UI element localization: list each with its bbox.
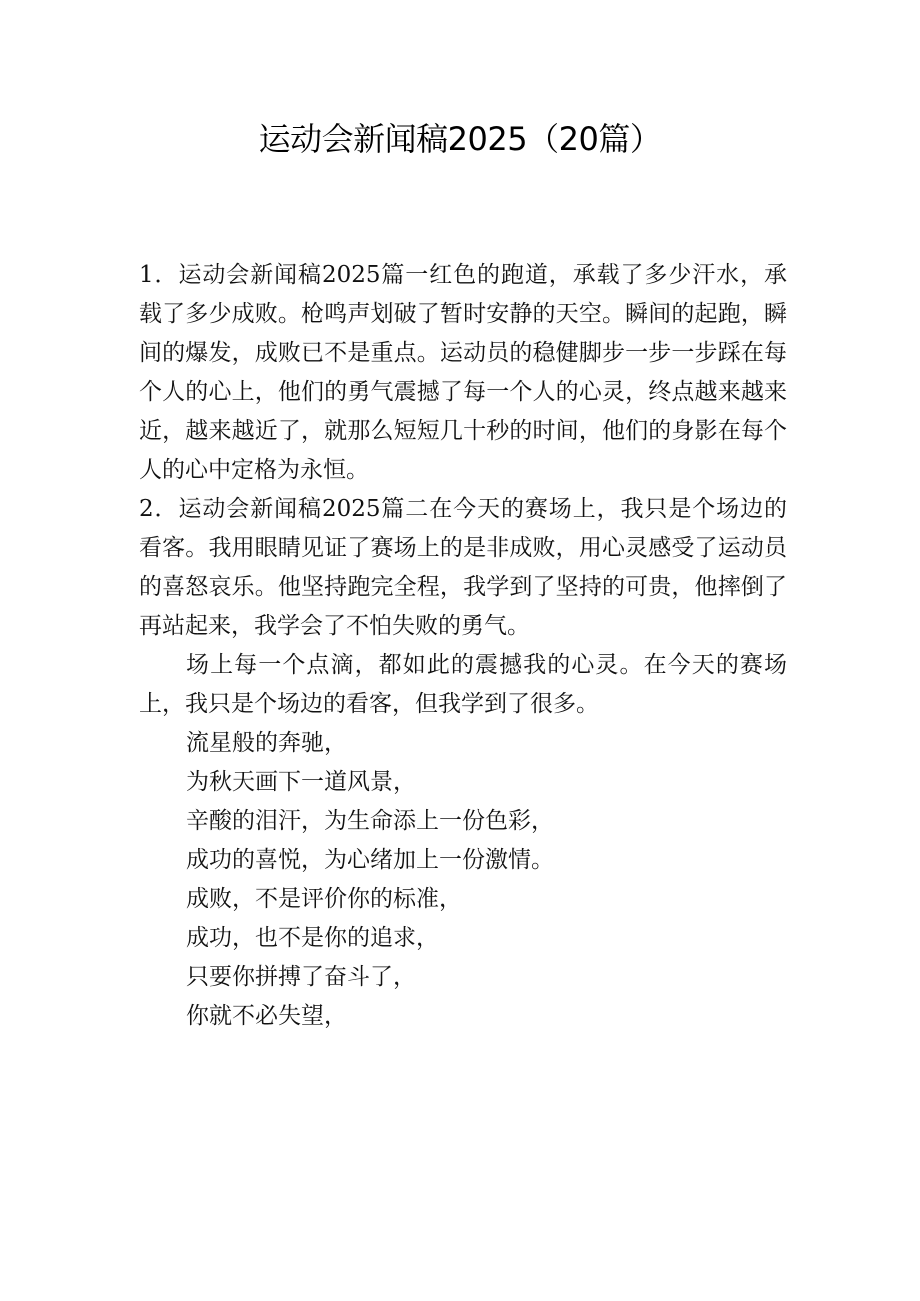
verse-line-8: 你就不必失望， [186,1003,347,1029]
document-title: 运动会新闻稿2025（20篇） [258,120,662,158]
verse-line-5: 成败，不是评价你的标准， [186,886,462,912]
paragraph-3: 场上每一个点滴，都如此的震撼我的心灵。在今天的赛场上，我只是个场边的看客，但我学到了很多。 [139,652,787,717]
verse-line-3: 辛酸的泪汗，为生命添上一份色彩， [186,808,554,834]
paragraph-1: 1．运动会新闻稿2025篇一红色的跑道，承载了多少汗水，承载了多少成败。枪鸣声划破了暂时安静的天空。瞬间的起跑，瞬间的爆发，成败已不是重点。运动员的稳健脚步一步一步踩在每个人的心上，他们的勇气震撼了每一个人的心灵，终点越来越来近，越来越近了，就那么短短几十秒的时间，他们的身影在每个人的心中定格为永恒。 [139,262,787,483]
verse-line-1: 流星般的奔驰， [186,730,347,756]
verse-line-4: 成功的喜悦，为心绪加上一份激情。 [186,847,554,873]
verse-line-7: 只要你拼搏了奋斗了， [186,964,416,990]
verse-line-6: 成功，也不是你的追求， [186,925,439,951]
paragraph-2: 2．运动会新闻稿2025篇二在今天的赛场上，我只是个场边的看客。我用眼睛见证了赛场上的是非成败，用心灵感受了运动员的喜怒哀乐。他坚持跑完全程，我学到了坚持的可贵，他摔倒了再站起来，我学会了不怕失败的勇气。 [139,496,787,639]
verse-line-2: 为秋天画下一道风景， [186,769,416,795]
document-body [139,256,787,1036]
